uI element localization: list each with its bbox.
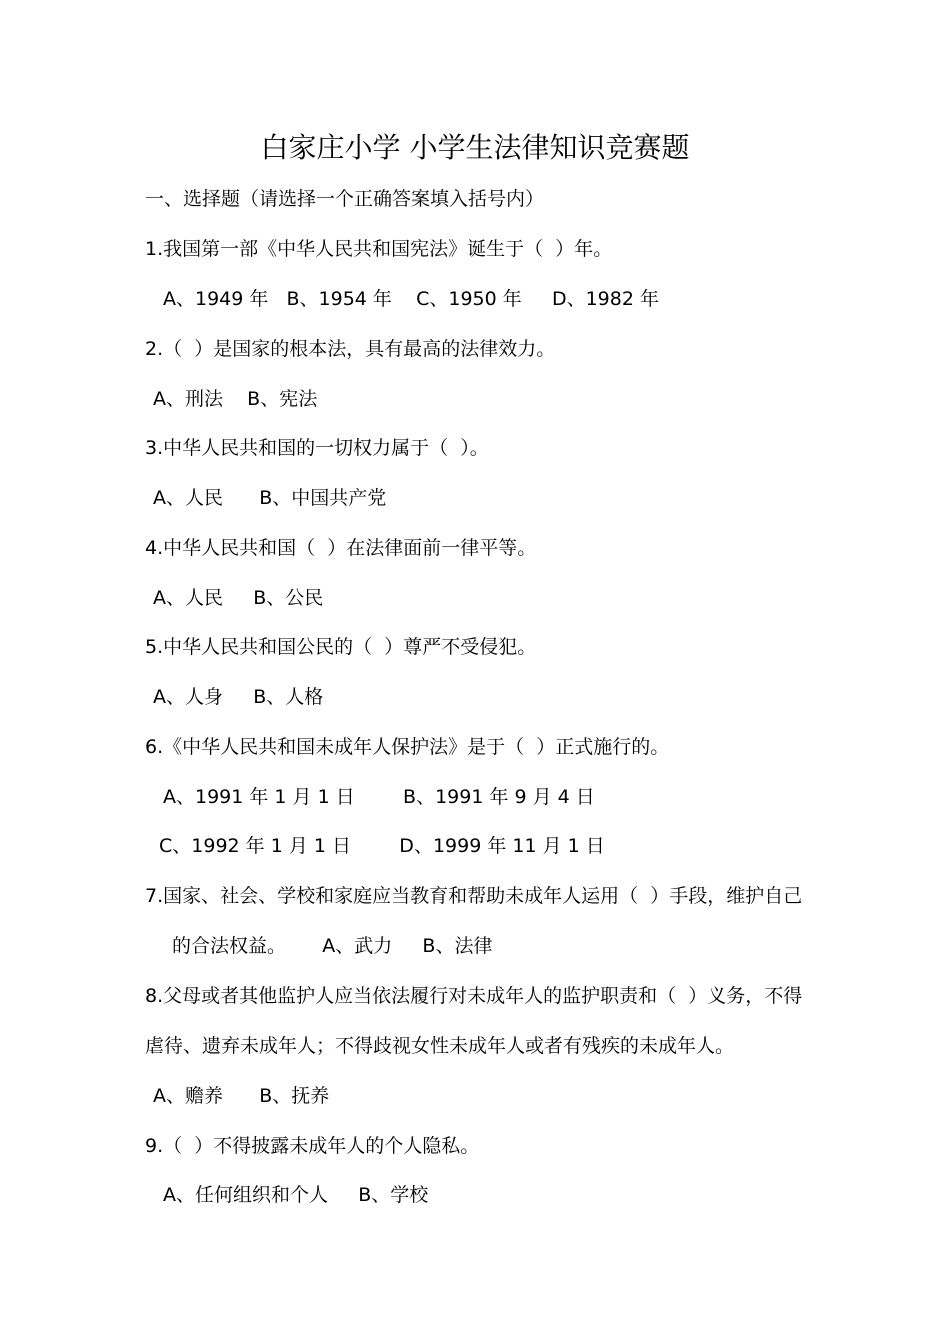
section-heading: 一、选择题（请选择一个正确答案填入括号内） [145, 188, 545, 210]
question-4-options: A、人民 B、公民 [153, 587, 324, 609]
question-1-options: A、1949 年 B、1954 年 C、1950 年 D、1982 年 [163, 288, 659, 310]
question-3: 3.中华人民共和国的一切权力属于（ ）。 [145, 437, 489, 459]
question-5-options: A、人身 B、人格 [153, 686, 324, 708]
question-6-options-cd: C、1992 年 1 月 1 日 D、1999 年 11 月 1 日 [159, 835, 605, 857]
question-6-options-ab: A、1991 年 1 月 1 日 B、1991 年 9 月 4 日 [163, 786, 595, 808]
question-8-options: A、赡养 B、抚养 [153, 1085, 330, 1107]
question-8-continued: 虐待、遗弃未成年人；不得歧视女性未成年人或者有残疾的未成年人。 [145, 1035, 735, 1057]
question-8: 8.父母或者其他监护人应当依法履行对未成年人的监护职责和（ ）义务，不得 [145, 985, 803, 1007]
question-1: 1.我国第一部《中华人民共和国宪法》诞生于（ ）年。 [145, 238, 613, 260]
document-title: 白家庄小学 小学生法律知识竞赛题 [260, 131, 690, 164]
question-6: 6.《中华人民共和国未成年人保护法》是于（ ）正式施行的。 [145, 736, 670, 758]
question-5: 5.中华人民共和国公民的（ ）尊严不受侵犯。 [145, 636, 537, 658]
question-9-options: A、任何组织和个人 B、学校 [163, 1184, 429, 1206]
question-9: 9.（ ）不得披露未成年人的个人隐私。 [145, 1135, 480, 1157]
question-2-options: A、刑法 B、宪法 [153, 388, 318, 410]
question-7-continued: 的合法权益。 A、武力 B、法律 [172, 935, 493, 957]
question-3-options: A、人民 B、中国共产党 [153, 487, 387, 509]
question-7: 7.国家、社会、学校和家庭应当教育和帮助未成年人运用（ ）手段，维护自己 [145, 885, 803, 907]
question-4: 4.中华人民共和国（ ）在法律面前一律平等。 [145, 537, 537, 559]
question-2: 2.（ ）是国家的根本法，具有最高的法律效力。 [145, 338, 556, 360]
